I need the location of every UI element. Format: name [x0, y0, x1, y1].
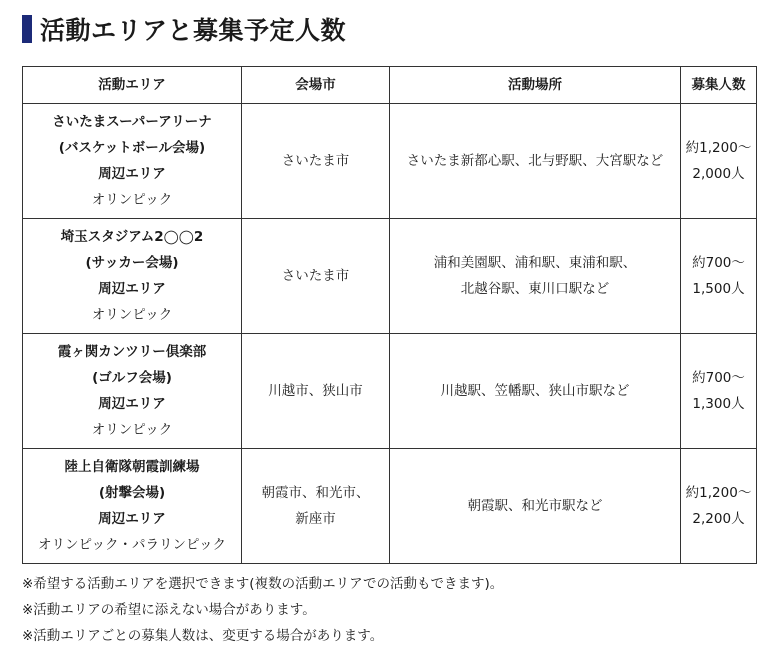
area-sport: (射撃会場) [98, 485, 166, 501]
count-cell [681, 449, 757, 564]
places-text: 浦和美園駅、浦和駅、東浦和駅、 [433, 255, 637, 271]
note-item: ※希望する活動エリアを選択できます(複数の活動エリアでの活動もできます)。 [22, 576, 504, 592]
area-venue: 霞ヶ関カンツリー倶楽部 [57, 344, 207, 360]
city-cell [242, 104, 390, 219]
places-cell [390, 219, 681, 334]
city-text: さいたま市 [281, 153, 350, 169]
area-type: オリンピック [91, 307, 173, 323]
city-cell [242, 449, 390, 564]
header-city: 会場市 [242, 67, 390, 104]
area-suffix: 周辺エリア [98, 166, 166, 182]
places-cell [390, 104, 681, 219]
places-text: 北越谷駅、東川口駅など [460, 281, 610, 297]
count-max: 1,500人 [692, 281, 745, 297]
table-row [23, 219, 757, 334]
area-suffix: 周辺エリア [98, 281, 166, 297]
count-min: 約700〜 [692, 255, 745, 271]
page-title: 活動エリアと募集予定人数 [40, 16, 347, 45]
table-row [23, 334, 757, 449]
city-text: 新座市 [295, 511, 336, 527]
area-cell [23, 104, 242, 219]
count-cell [681, 334, 757, 449]
area-cell [23, 219, 242, 334]
note-item: ※活動エリアごとの募集人数は、変更する場合があります。 [22, 628, 384, 644]
area-venue: 埼玉スタジアム2◯◯2 [60, 229, 204, 245]
area-type: オリンピック [91, 422, 173, 438]
count-min: 約1,200〜 [685, 140, 752, 156]
recruitment-table [22, 66, 757, 564]
places-text: さいたま新都心駅、北与野駅、大宮駅など [406, 153, 664, 169]
page-heading [22, 12, 346, 46]
notes [22, 571, 503, 649]
count-min: 約1,200〜 [685, 485, 752, 501]
count-max: 2,000人 [692, 166, 745, 182]
count-max: 1,300人 [692, 396, 745, 412]
city-cell [242, 334, 390, 449]
city-text: 朝霞市、和光市、 [261, 485, 370, 501]
city-cell [242, 219, 390, 334]
places-text: 朝霞駅、和光市駅など [467, 498, 603, 514]
area-suffix: 周辺エリア [98, 396, 166, 412]
area-sport: (ゴルフ会場) [92, 370, 172, 386]
heading-accent-bar [22, 15, 32, 43]
places-text: 川越駅、笠幡駅、狭山市駅など [440, 383, 630, 399]
area-type: オリンピック・パラリンピック [38, 537, 226, 553]
header-places: 活動場所 [390, 67, 681, 104]
area-type: オリンピック [91, 192, 173, 208]
note-item: ※活動エリアの希望に添えない場合があります。 [22, 602, 316, 618]
count-cell [681, 219, 757, 334]
area-cell [23, 449, 242, 564]
header-count: 募集人数 [681, 67, 757, 104]
city-text: 川越市、狭山市 [268, 383, 363, 399]
city-text: さいたま市 [281, 268, 350, 284]
count-min: 約700〜 [692, 370, 745, 386]
area-sport: (バスケットボール会場) [58, 140, 206, 156]
area-cell [23, 334, 242, 449]
places-cell [390, 449, 681, 564]
places-cell [390, 334, 681, 449]
area-sport: (サッカー会場) [85, 255, 179, 271]
count-max: 2,200人 [692, 511, 745, 527]
area-suffix: 周辺エリア [98, 511, 166, 527]
area-venue: さいたまスーパーアリーナ [52, 114, 212, 130]
table-row [23, 449, 757, 564]
count-cell [681, 104, 757, 219]
table-row [23, 104, 757, 219]
header-area: 活動エリア [23, 67, 242, 104]
table-header-row [23, 67, 757, 104]
area-venue: 陸上自衛隊朝霞訓練場 [64, 459, 200, 475]
